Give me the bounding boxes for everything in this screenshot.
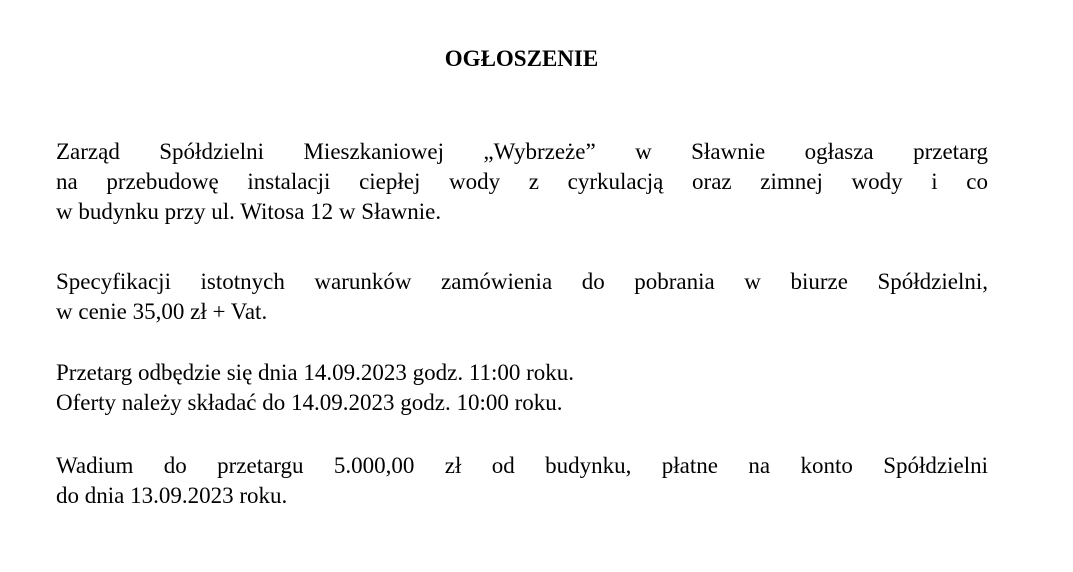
document-title: OGŁOSZENIE bbox=[444, 46, 599, 71]
announcement-paragraph bbox=[56, 137, 988, 227]
paragraph-line: Wadium do przetargu 5.000,00 zł od budynku, płatne na konto Spółdzielni bbox=[56, 453, 988, 478]
paragraph-line: Zarząd Spółdzielni Mieszkaniowej „Wybrzeże” w Sławnie ogłasza przetarg bbox=[56, 139, 988, 164]
specification-paragraph bbox=[56, 267, 988, 327]
offer-deadline-line: Oferty należy składać do 14.09.2023 godz. 10:00 roku. bbox=[56, 390, 563, 415]
deposit-paragraph bbox=[56, 451, 988, 511]
paragraph-line: Specyfikacji istotnych warunków zamówienia do pobrania w biurze Spółdzielni, bbox=[56, 269, 988, 294]
paragraph-line: na przebudowę instalacji ciepłej wody z cyrkulacją oraz zimnej wody i co bbox=[56, 169, 988, 194]
paragraph-line: w cenie 35,00 zł + Vat. bbox=[56, 299, 268, 324]
paragraph-line: do dnia 13.09.2023 roku. bbox=[56, 483, 288, 508]
tender-date-line: Przetarg odbędzie się dnia 14.09.2023 godz. 11:00 roku. bbox=[56, 360, 575, 385]
dates-paragraph bbox=[56, 358, 988, 418]
paragraph-line: w budynku przy ul. Witosa 12 w Sławnie. bbox=[56, 199, 442, 224]
